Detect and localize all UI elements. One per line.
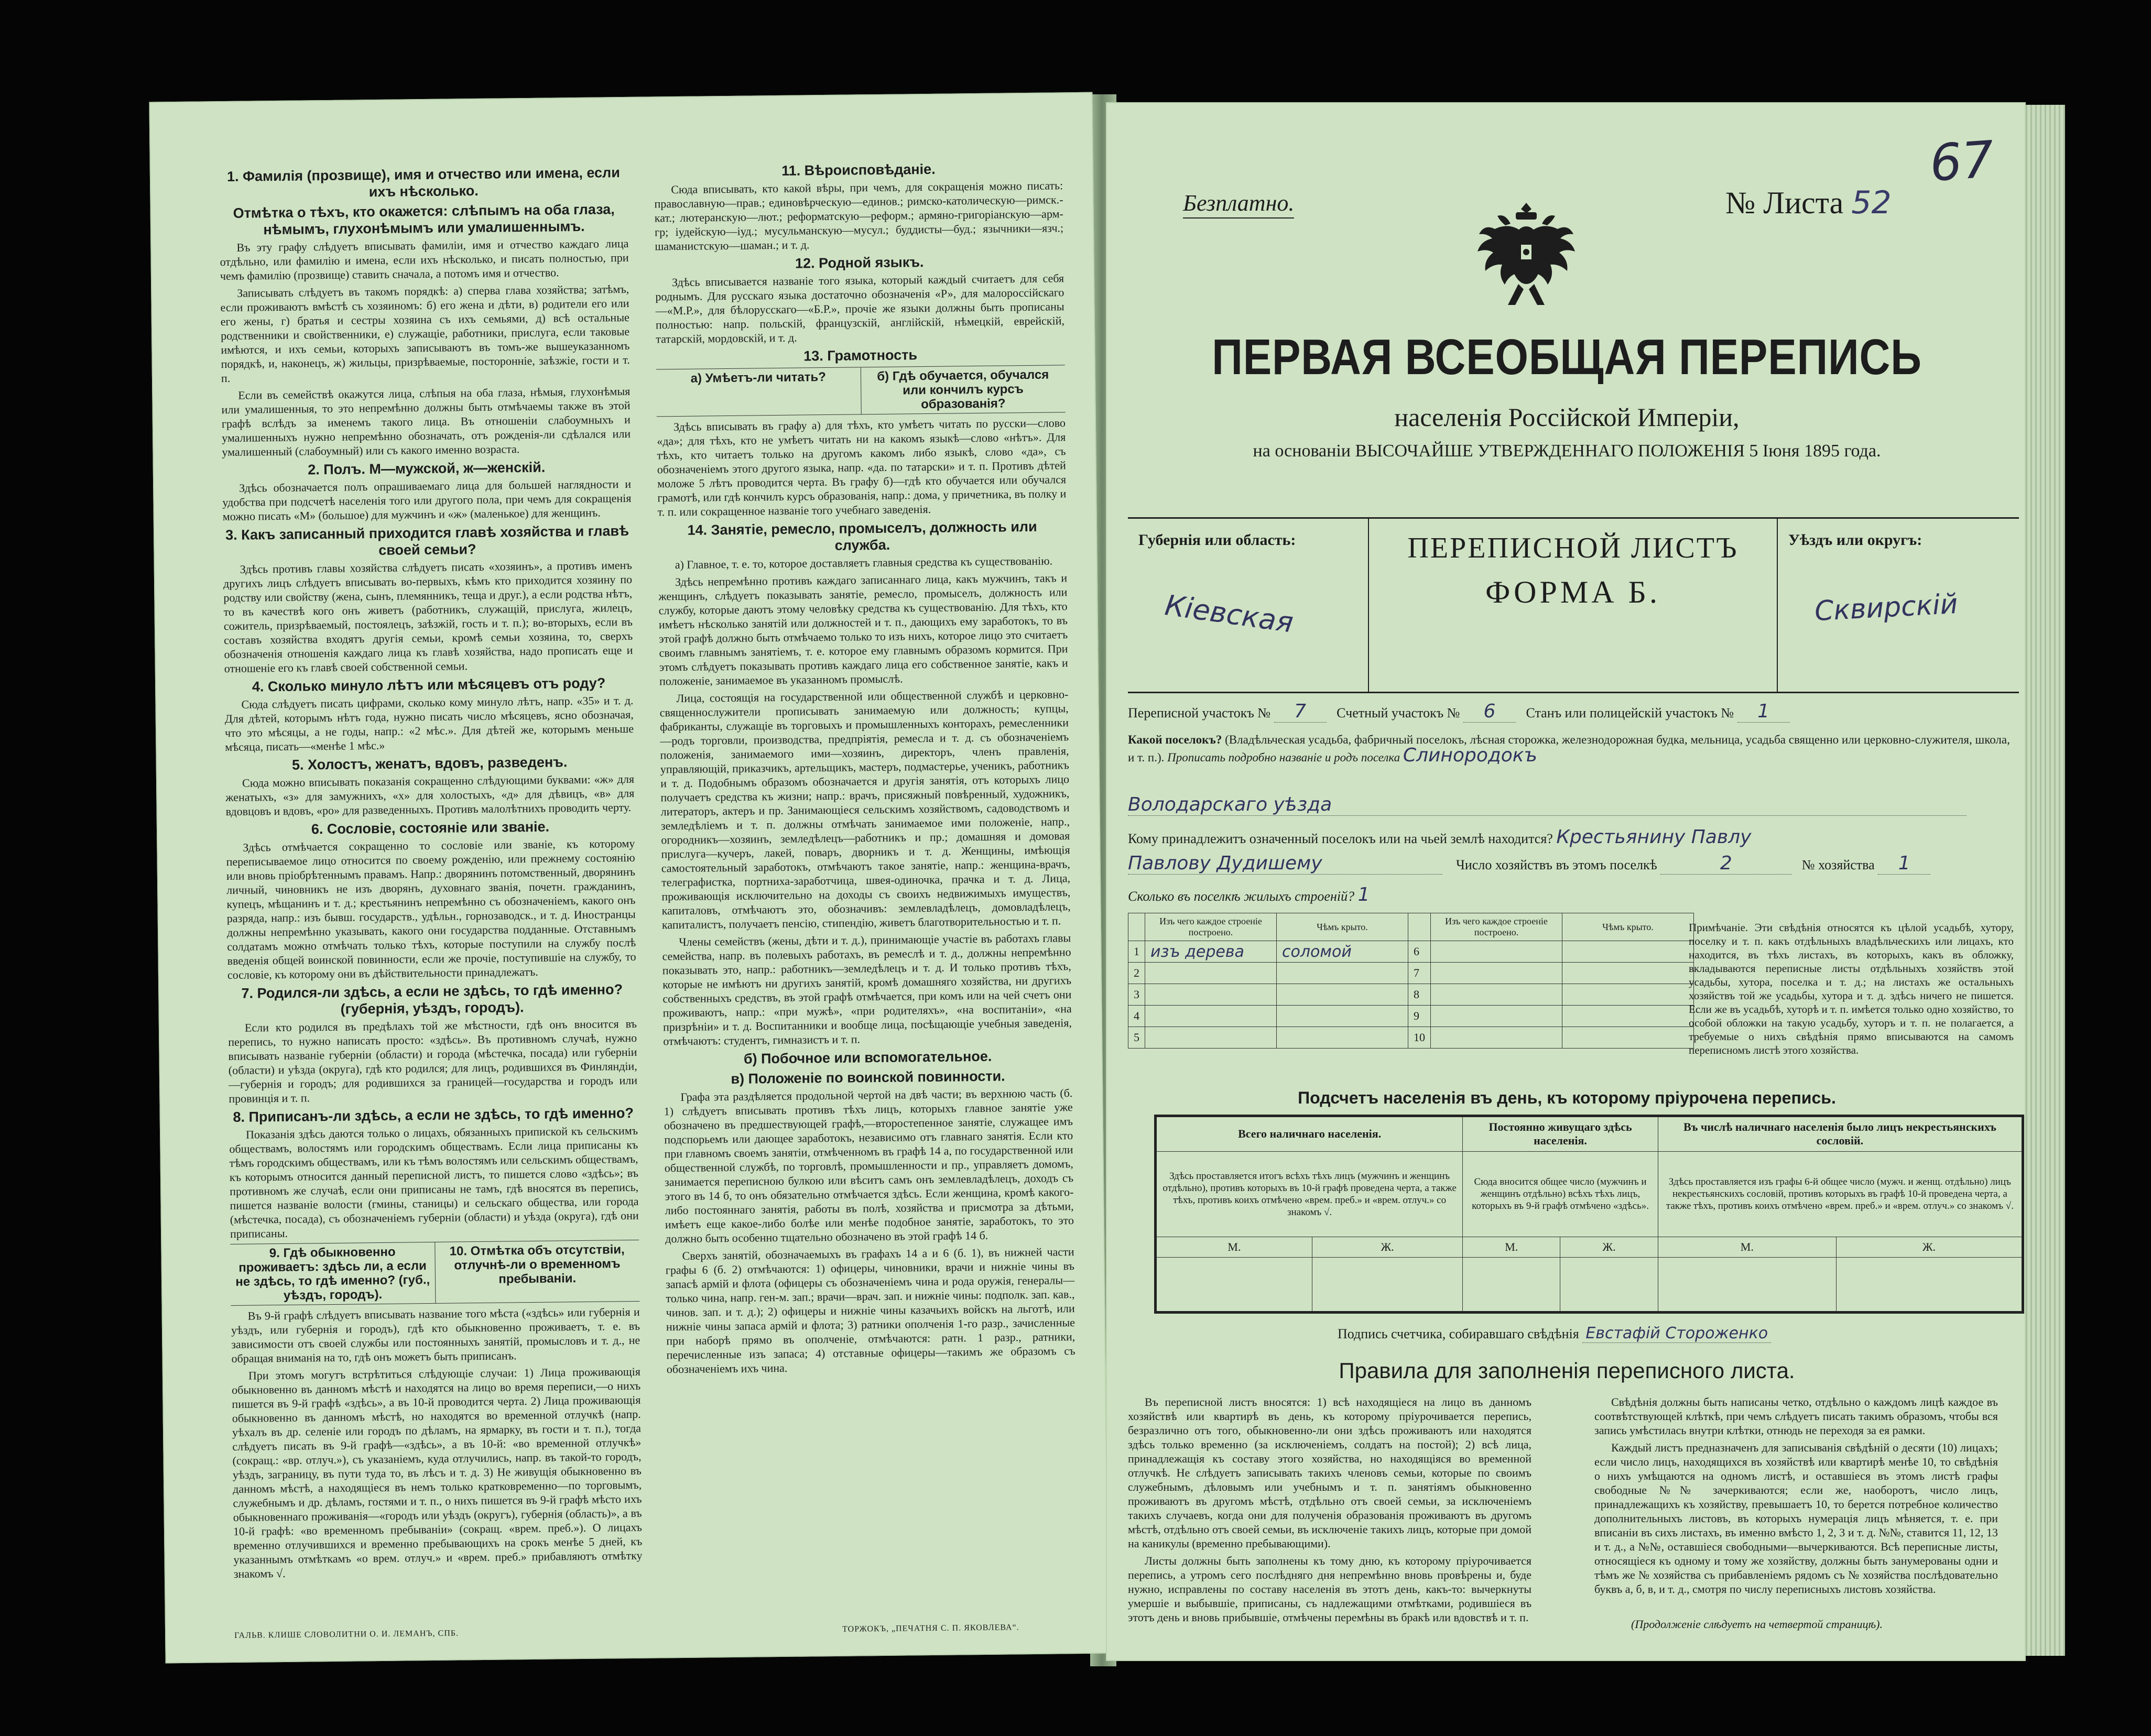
census-district-value: 7 — [1274, 701, 1327, 723]
census-district-label: Переписной участокъ № — [1128, 705, 1271, 720]
settlement-instruction: Прописать подробно названіе и родъ поселка — [1167, 751, 1400, 764]
buildings-row-roof — [1562, 1027, 1694, 1049]
uezd-label: Уѣздъ или округъ: — [1788, 531, 1922, 549]
owner-value-1: Крестьянину Павлу — [1556, 826, 1752, 848]
buildings-count-label: Сколько въ поселкѣ жилыхъ строеній? — [1128, 889, 1355, 904]
rule-paragraph: Каждый листъ предназначенъ для записыванія свѣдѣній о десяти (10) лицахъ; если число лицъ, находящихся въ хозяйствѣ или квартирѣ менѣе 10, то свѣдѣнія о нихъ умѣщаются на одномъ листѣ, и оставшіеся въ этомъ листѣ графы свободные №№ зачеркиваются; если же, наоборотъ, число лицъ, принадлежащихъ къ хозяйству, превышаетъ 10, то берется потребное количество дополнительныхъ листовъ, въ которыхъ нумерація лицъ мѣняется, т. е. при вписаніи въ сихъ листахъ, въ именно вмѣсто 1, 2, 3 и т. д. №№, ставится 11, 12, 13 и т. д., а №№, оставшіеся свободными—вычеркиваются. Всѣ переписные листы, относящіеся къ одному и тому же хозяйству, должны быть занумерованы одни и тѣмъ же № хозяйства съ прибавленіемъ рядомъ съ № хозяйства послѣдовательно буквъ а, б, в, и т. д., смотря по числу переписныхъ листовъ хозяйства. — [1594, 1441, 1998, 1596]
printer-imprint-left: ГАЛЬВ. КЛИШЕ СЛОВОЛИТНИ О. И. ЛЕМАНЪ, СПБ. — [234, 1629, 459, 1640]
section-paragraph: Сюда вписывать, кто какой вѣры, при чемъ, для сокращенія можно писать: православную—прав.; единовѣрческую—единов.; римско-католическую—римск.-кат.; лютеранскую—лют.; реформатскую—реформ.; армяно-григоріанскую—арм-гр; іудейскую—іуд.; мусульманскую—мусул.; буддисты—буд.; язычники—язч.; шаманистскую—шаман.; и т. д. — [654, 179, 1064, 253]
tally-cell — [1658, 1258, 1836, 1313]
split-heading-right: б) Гдѣ обучается, обучался или кончилъ курсъ образованія? — [860, 365, 1065, 414]
buildings-count-line — [1128, 884, 2019, 905]
split-heading — [656, 365, 1066, 417]
section-heading: 14. Занятіе, ремесло, промыселъ, должность или служба. — [687, 518, 1037, 553]
buildings-note: Примѣчаніе. Эти свѣдѣнія относятся къ цѣлой усадьбѣ, хутору, поселку и т. п. какъ отдѣльныхъ владѣльческихъ или лицахъ, кто находится, въ тѣхъ листахъ, въ которыхъ, какъ въ обложку, вкладываются переписные листы отдѣльныхъ хозяйствъ этой усадьбы, хутора, поселка и т. д.; на листахъ же остальныхъ хозяйствъ той же усадьбы, хутора и т. д. здѣсь ничего не пишется. Если же въ усадьбѣ, хуторѣ и т. п. имѣется только одно хозяйство, то особой обложки на такую усадьбу, хуторъ и т. п. не полагается, а требуемые о нихъ свѣдѣнія прямо вписываются на самомъ переписномъ листѣ этого хозяйства. — [1689, 921, 2014, 1056]
buildings-row-number: 2 — [1128, 963, 1145, 984]
left-page-column-1 — [219, 161, 643, 1584]
buildings-row — [1128, 941, 1694, 963]
buildings-row-material — [1145, 984, 1277, 1006]
stan-value: 1 — [1737, 701, 1790, 723]
section-paragraph: Показанія здѣсь даются только о лицахъ, обязанныхъ припиской къ сельскимъ обществамъ, волостямъ или городскимъ обществамъ. Если лица приписаны къ тѣмъ городскимъ обществамъ, или къ тѣмъ волостямъ или сельскимъ обществамъ, къ которымъ относится данный переписной листъ, то пишется слово «здѣсь»; въ противномъ же случаѣ, если они приписаны не тамъ, гдѣ вносятся въ перепись, пишется названіе волости (гмины, станицы) и сельскаго общества, или города (мѣстечка, посада), съ обозначеніемъ губерніи (области) и уѣзда (округа), гдѣ они приписаны. — [229, 1123, 639, 1241]
buildings-row-roof — [1562, 941, 1694, 963]
buildings-row-material — [1431, 984, 1562, 1006]
buildings-row-number: 10 — [1408, 1027, 1431, 1049]
count-district-value: 6 — [1463, 701, 1516, 723]
buildings-roof-header-2: Чѣмъ крыто. — [1562, 913, 1694, 941]
left-page-column-2 — [654, 156, 1076, 1379]
buildings-row-number: 4 — [1128, 1006, 1145, 1027]
rules-title: Правила для заполненія переписного листа. — [1339, 1358, 1795, 1383]
sheet-number-label: № Листа — [1725, 185, 1844, 220]
section-paragraph: Лица, состоящія на государственной или общественной службѣ и церковно-священнослужители прописывать занимаемую или должность; купцы, фабриканты, служащіе въ торговыхъ и промышленныхъ конторахъ, ремесленники—родъ торговли, производства, предпріятія, ремесла и т. д. съ обозначеніемъ положенія, занимаемого ими—хозяинъ, директоръ, членъ правленія, управляющій, приказчикъ, артельщикъ, мастеръ, подмастерье, ученикъ, работникъ и т. д. Подобнымъ образомъ обозначается и другія занятія, отъ которыхъ лицо получаетъ средства къ жизни; напр.: врачъ, присяжный повѣренный, художникъ, литераторъ, актеръ и пр. Занимающіеся сельскимъ хозяйствомъ, садоводствомъ и земледѣліемъ и т. п. должны отмѣчать занимаемое ими положеніе, напр., огородникъ—хозяинъ, земледѣлецъ—работникъ и пр.; домашняя и домовая прислуга—кучеръ, лакей, поваръ, дворникъ и т. д. Женщины, имѣющія самостоятельный заработокъ, отмѣчаютъ такое занятіе, напр.: женщина-врачъ, телеграфистка, портниха-заработчица, швея-одиночка, прачка и т. д. Лица, проживающія исключительно на доходы съ своихъ недвижимыхъ имуществъ, капиталовъ, отмѣчаютъ это, обозначивъ: землевладѣлецъ, домовладѣлецъ, капиталистъ, получаетъ пенсію, стипендію, живетъ благотворительностью и т. п. — [659, 687, 1071, 932]
section-heading: 7. Родился-ли здѣсь, а если не здѣсь, то гдѣ именно? (губернія, уѣздъ, городъ). — [241, 981, 623, 1017]
buildings-row-roof — [1277, 984, 1408, 1006]
printer-imprint-right: ТОРЖОКЪ, „ПЕЧАТНЯ С. П. ЯКОВЛЕВА“. — [842, 1623, 1019, 1634]
buildings-material-header-2: Изъ чего каждое строеніе построено. — [1431, 913, 1562, 941]
settlement-line — [1128, 732, 2019, 766]
section-paragraph: При этомъ могутъ встрѣтиться слѣдующіе случаи: 1) Лица проживающія обыкновенно въ данномъ мѣстѣ и находятся на лицо во время переписи,—о нихъ пишется въ 9-й графѣ «здѣсь», а въ 10-й проводится черта. 2) Лица проживающія обыкновенно въ данномъ мѣстѣ, но находятся во временной отлучкѣ (напр. уѣхалъ въ др. селеніе или городъ по дѣламъ, на ярмарку, въ гости и т. п.), тогда слѣдуетъ писать въ 9-й графѣ—«здѣсь», а въ 10-й: «во временной отлучкѣ» (сокращ.: «вр. отлуч.»), съ указаніемъ, куда отлучились, напр. въ такой-то городъ, уѣздъ, заграницу, въ пути туда то, въ лѣсъ и т. д. 3) Не живущія обыкновенно въ данномъ мѣстѣ, а находящіеся въ немъ только кратковременно—по торговымъ, служебнымъ и др. дѣламъ, гостями и т. п., о нихъ пишется въ 9-й графѣ мѣсто ихъ обыкновеннаго проживанія—«городъ или уѣздъ (округъ), губернія (область)», а въ 10-й графѣ: «во временномъ пребываніи» (сокращ. «врем. преб.»). О лицахъ временно отлучившихся и временно пребывающихъ на срокъ менѣе 5 дней, къ указаннымъ отмѣткамъ «о врем. отлуч.» и «врем. преб.» прибавляютъ отмѣтку знакомъ √. — [232, 1364, 643, 1580]
rule-paragraph: Свѣдѣнія должны быть написаны четко, отдѣльно о каждомъ лицѣ каждое въ соотвѣтствующей клѣткѣ, при чемъ слѣдуетъ писать такимъ образомъ, чтобы вся запись умѣстилась внутри клѣтки, отнюдь не переходя за ея рамки. — [1594, 1395, 1998, 1437]
section-heading: 13. Грамотность — [803, 347, 918, 364]
households-label: Число хозяйствъ въ этомъ поселкѣ — [1456, 857, 1657, 872]
tally-resident-male: М. — [1463, 1237, 1560, 1257]
census-legal-basis: на основаніи ВЫСОЧАЙШЕ УТВЕРЖДЕННАГО ПОЛОЖЕНІЯ 5 Іюня 1895 года. — [1253, 441, 1881, 461]
household-number-label: № хозяйства — [1801, 857, 1875, 872]
section-paragraph: Сверхъ занятій, обозначаемыхъ въ графахъ 14 а и 6 (б. 1), въ нижней части графы 6 (б. 2) отмѣчаются: 1) офицеры, чиновники, врачи и нижніе чины въ запасѣ армій и флота (офицеры съ обозначеніемъ чина и рода оружія, генералы—только чина, напр. ген-м. зап.; врачи—врач. зап. и нижніе чины: подполк. зап. кав., чинов. зап. и т. д.); 2) офицеры и нижніе чины казачьихъ войскъ на льготѣ, или нижніе чины запаса армій и флота; 3) ратники ополченія 1-го разр., зачисленные при наборѣ прямо въ ополченіе, отмѣчаются: ратн. 1 разр., ратники, перечисленные изъ запаса; 4) отставные офицеры—такимъ же образомъ съ обозначеніемъ ихъ чина. — [665, 1245, 1076, 1376]
owner-line — [1128, 826, 2019, 848]
section-paragraph: Сюда слѣдуетъ писать цифрами, сколько кому минуло лѣтъ, напр. «35» и т. д. Для дѣтей, которымъ нѣтъ года, нужно писать число мѣсяцевъ, ясно обозначая, что это мѣсяцы, а не годы, напр.: «2 мѣс.». Для дѣтей же, которымъ меньше мѣсяца, писать—«менѣе 1 мѣс.» — [224, 693, 634, 754]
settlement-hint: (Владѣльческая усадьба, фабричный поселокъ, лѣсная сторожка, железнодорожная будка, мельница, усадьба священно или церковно-служителя, школа, и т. п.). — [1128, 733, 2010, 764]
buildings-row-material — [1431, 963, 1562, 984]
section-heading: 12. Родной языкъ. — [795, 254, 924, 271]
count-district-label: Счетный участокъ № — [1337, 705, 1460, 720]
buildings-num-header-2 — [1408, 913, 1431, 941]
section-heading: в) Положеніе по воинской повинности. — [731, 1068, 1005, 1087]
form-variant: ФОРМА Б. — [1485, 575, 1660, 609]
buildings-count-value: 1 — [1357, 884, 1370, 905]
form-title: ПЕРЕПИСНОЙ ЛИСТЪ — [1407, 532, 1739, 564]
owner-line-2 — [1128, 853, 2019, 875]
section-heading: б) Побочное или вспомогательное. — [743, 1048, 992, 1067]
buildings-row-material — [1431, 1006, 1562, 1027]
rules-column-1 — [1128, 1395, 1531, 1628]
uezd-value: Сквирскій — [1813, 588, 1959, 628]
section-heading: 3. Какъ записанный приходится главѣ хозяйства и главѣ своей семьи? — [225, 522, 629, 558]
section-paragraph: Записывать слѣдуетъ въ такомъ порядкѣ: а) сперва глава хозяйства; затѣмъ, если проживаютъ вмѣстѣ съ хозяиномъ: б) его жена и дѣти, в) родители его или его жены, г) братья и сестры хозяина съ ихъ семьями, д) всѣ остальные родственники и свойственники, е) служащіе, работники, прислуга, если таковые имѣются, и ихъ семьи, которыхъ записываютъ въ томъ-же вышеуказанномъ порядкѣ, и, наконецъ, ж) жильцы, призрѣваемые, посторонніе, заѣзжіе, гости и т. п. — [220, 282, 630, 385]
section-heading: 1. Фамилія (прозвище), имя и отчество или имена, если ихъ нѣсколько. — [226, 165, 620, 200]
uezd-cell — [1778, 519, 2019, 692]
buildings-row-roof: соломой — [1277, 941, 1408, 963]
left-page — [149, 92, 1109, 1664]
sheet-number — [1725, 184, 1892, 221]
tally-resident-desc: Сюда вносится общее число (мужчинъ и женщинъ отдѣльно) всѣхъ тѣхъ лицъ, которыхъ въ 9-й графѣ отмѣчено «здѣсь». — [1463, 1151, 1658, 1237]
buildings-table-body — [1128, 941, 1694, 1049]
split-heading-left: 9. Гдѣ обыкновенно проживаетъ: здѣсь ли, а если не здѣсь, то гдѣ именно? (губ., уѣздъ, городъ). — [235, 1244, 430, 1303]
buildings-row-material — [1431, 1027, 1562, 1049]
form-title-cell — [1369, 519, 1778, 692]
section-paragraph: Если въ семействѣ окажутся лица, слѣпыя на оба глаза, нѣмыя, глухонѣмыя или умалишенныя, то это непремѣнно должны быть отмѣчаемы также въ этой графѣ вслѣдъ за именемъ такого лица. Въ отношеніи слабоумныхъ и умалишенныхъ нужно непремѣнно обозначать, отъ рожденія-ли сдѣлался или умалишенный (слабоумный) или съ какого именно возраста. — [221, 384, 631, 459]
settlement-line-2 — [1128, 794, 2019, 816]
buildings-row-material — [1431, 941, 1562, 963]
section-paragraph: Графа эта раздѣляется продольной чертой на двѣ части; въ верхнюю часть (б. 1) слѣдуетъ вписывать противъ тѣхъ лицъ, которыхъ главное занятіе уже обозначено въ предшествующей графѣ,—второстепенное занятіе, служащее имъ подспорьемъ или дающее заработокъ, независимо отъ главнаго занятія. Если кто при главномъ своемъ занятіи, отмѣченномъ въ графѣ 14 а, по государственной или общественной службѣ, по торговлѣ, промышленности и пр., управляетъ домомъ, занимается переписною булкою или вѣситъ самъ онъ землевладѣлецъ, доходъ съ этого въ 14 б, то онъ обязательно отмѣчается здѣсь. Если женщина, кромѣ какого-либо постояннаго занятія, работы въ полѣ, хозяйства и присмотра за дѣтьми, имѣетъ еще какое-либо болѣе или менѣе подобное занятіе, заработокъ, то это должно быть особенно тщательно обозначено въ этой графѣ 14 б. — [664, 1086, 1074, 1246]
buildings-row-material — [1145, 963, 1277, 984]
buildings-row-number: 1 — [1128, 941, 1145, 963]
section-paragraph: Здѣсь отмѣчается сокращенно то сословіе или званіе, къ которому переписываемое лицо относится по своему рожденію, или прежнему состоянію или вновь пріобрѣтеннымъ правамъ. Напр.: дворянинъ потомственный, дворянинъ личный, чиновникъ не изъ дворянъ, духовнаго званія, почетн. гражданинъ, купецъ, мѣщанинъ и т. д.; крестьянинъ непремѣнно съ обозначеніемъ, какого онъ разряда, напр.: изъ бывш. государств., удѣльн., горнозаводск., и т. д. Иностранцы должны непремѣнно указывать, какого они государства подданные. Отставнымъ солдатамъ можно отмѣчать только тѣхъ, которые поступили на службу послѣ введенія общей воинской повинности, если же прочіе, поступившіе на службу, то сословіе, къ которому они въ дѣйствительности принадлежатъ. — [226, 836, 636, 982]
stan-label: Станъ или полицейскій участокъ № — [1526, 705, 1734, 720]
tally-cell — [1463, 1258, 1560, 1313]
section-heading: Отмѣтка о тѣхъ, кто окажется: слѣпымъ на оба глаза, нѣмымъ, глухонѣмымъ или умалишеннымъ. — [233, 201, 615, 238]
gubernia-label: Губернія или область: — [1138, 531, 1296, 549]
buildings-row-material: изъ дерева — [1145, 941, 1277, 963]
tally-nonpeasant-desc: Здѣсь проставляется изъ графы 6-й общее число (мужч. и женщ. отдѣльно) лицъ некрестьянскихъ сословій, противъ которыхъ въ графѣ 10-й проведена черта, а также тѣхъ, противъ коихъ отмѣчено «врем. преб.» и «врем. отлуч.» со знакомъ √. — [1658, 1151, 2023, 1237]
archive-folio-number: 67 — [1928, 129, 1996, 193]
household-number-value: 1 — [1878, 853, 1930, 875]
buildings-row — [1128, 1006, 1694, 1027]
buildings-row-material — [1145, 1027, 1277, 1049]
population-tally-table — [1154, 1115, 2024, 1314]
buildings-row-roof — [1277, 1006, 1408, 1027]
settlement-value-1: Слинородокъ — [1403, 745, 1537, 766]
section-paragraph: Члены семействъ (жены, дѣти и т. д.), принимающіе участіе въ работахъ главы семейства, напр. въ полевыхъ работахъ, въ ремеслѣ и т. д., должны непремѣнно показывать это, напр.: работникъ—земледѣлецъ и т. д. И только противъ тѣхъ, которые не имѣютъ ни другихъ занятій, кромѣ домашняго хозяйства, ни другихъ собственныхъ средствъ, въ этой графѣ отмѣчается, при комъ или на чей счетъ они проживаютъ, напр.: «при мужѣ», «при родителяхъ», «на воспитаніи», «на призрѣніи» и т. д. Воспитанники и вообще лица, посѣщающіе учебныя заведенія, отмѣчаютъ: студентъ, гимназистъ и т. п. — [662, 931, 1072, 1048]
right-page — [1106, 102, 2026, 1661]
buildings-table — [1128, 913, 1694, 1049]
section-heading: 4. Сколько минуло лѣтъ или мѣсяцевъ отъ роду? — [252, 675, 606, 695]
section-paragraph: Въ эту графу слѣдуетъ вписывать фамиліи, имя и отчество каждаго лица отдѣльно, или фамилію и имена, если ихъ нѣсколько, и писать полностью, при чемъ фамилію (прозвище) ставить сначала, а потомъ имя и отчество. — [220, 236, 629, 283]
buildings-row-number: 9 — [1408, 1006, 1431, 1027]
buildings-row-material — [1145, 1006, 1277, 1027]
buildings-row-roof — [1562, 984, 1694, 1006]
tally-nonpeasant-header: Въ числѣ наличнаго населенія было лицъ некрестьянскихъ сословій. — [1658, 1116, 2023, 1152]
buildings-row-roof — [1277, 1027, 1408, 1049]
section-paragraph: Здѣсь непремѣнно противъ каждаго записаннаго лица, какъ мужчинъ, такъ и женщинъ, слѣдуетъ показывать занятіе, ремесло, промыселъ, должность или службу, которые даютъ этому человѣку средства къ существованію. Для тѣхъ, кто имѣетъ нѣсколько занятій или должностей и т. п., дающихъ ему заработокъ, то въ этой графѣ должно быть отмѣчаемо только то изъ нихъ, которое лицо это считаетъ своимъ главнымъ занятіемъ, т. е. которое ему главнымъ образомъ кормится. При этомъ слѣдуетъ показывать противъ каждаго лица его собственное занятіе, какъ и положеніе, занимаемое въ указанномъ промыслѣ. — [658, 571, 1068, 688]
tally-resident-header: Постоянно живущаго здѣсь населенія. — [1463, 1116, 1658, 1152]
buildings-row-number: 5 — [1128, 1027, 1145, 1049]
rule-paragraph: Листы должны быть заполнены къ тому дню, къ которому пріурочивается перепись, а утромъ сего послѣдняго дня непремѣнно вновь провѣрены и, буде нужно, исправлены по составу населенія въ этотъ день, какъ-то: вычеркнуты умершіе и выбывшіе, приписаны, съ надлежащими отмѣтками, родившіеся въ этотъ день и вновь прибывшіе, отмѣчены перемѣны въ бракѣ или вдовствѣ и т. п. — [1128, 1554, 1531, 1624]
tally-present-female: Ж. — [1312, 1237, 1462, 1257]
rule-paragraph: Въ переписной листъ вносятся: 1) всѣ находящіеся на лицо въ данномъ хозяйствѣ или квартирѣ въ день, къ которому пріурочивается перепись, безразлично отъ того, обыкновенно-ли они здѣсь проживаютъ или находятся здѣсь только временно (за исключеніемъ, солдатъ на постой); 2) всѣ лица, принадлежащія къ составу этого хозяйства, но находящіяся во временной отлучкѣ. Не слѣдуетъ записывать такихъ членовъ семьи, которые по своимъ служебнымъ, дѣловымъ или учебнымъ и т. п. занятіямъ обыкновенно проживаютъ въ другомъ мѣстѣ, отдѣльно отъ своей семьи, за исключеніемъ такихъ случаевъ, когда они для полученія образованія проживаютъ въ другомъ мѣстѣ, отдѣльно отъ своей семьи, въ исключеніе такихъ лицъ, которые при домой на каникулы (временно пребывающими). — [1128, 1395, 1531, 1550]
buildings-material-header: Изъ чего каждое строеніе построено. — [1145, 913, 1277, 941]
district-numbers-line — [1128, 701, 2019, 723]
section-heading: 11. Вѣроисповѣданіе. — [781, 161, 936, 179]
gubernia-value: Кіевская — [1163, 588, 1296, 639]
buildings-roof-header: Чѣмъ крыто. — [1277, 913, 1408, 941]
section-paragraph: а) Главное, т. е. то, которое доставляетъ главныя средства къ существованію. — [675, 554, 1053, 572]
buildings-row-roof — [1277, 963, 1408, 984]
buildings-row — [1128, 963, 1694, 984]
free-of-charge-label: Безплатно. — [1183, 190, 1294, 219]
split-heading-left: а) Умѣетъ-ли читать? — [690, 370, 827, 386]
signature-value: Евстафій Стороженко — [1582, 1324, 1771, 1343]
buildings-row-number: 3 — [1128, 984, 1145, 1006]
tally-cell — [1836, 1258, 2023, 1313]
tally-cell — [1156, 1258, 1312, 1313]
section-paragraph: Если кто родился въ предѣлахъ той же мѣстности, гдѣ онъ вносится въ перепись, то нужно написать просто: «здѣсь». Въ противномъ случаѣ, нужно вписывать названіе губерніи (области) и города (мѣстечка, посада) или губерніи (области) и уѣзда (округа), гдѣ кто родился; для лицъ, родившихся въ Финляндіи,—губернія и городъ; для родившихся за границей—государства и городъ или провинція и т. п. — [228, 1017, 638, 1106]
buildings-row-number: 8 — [1408, 984, 1431, 1006]
census-title: ПЕРВАЯ ВСЕОБЩАЯ ПЕРЕПИСЬ — [1212, 329, 1922, 385]
settlement-label: Какой поселокъ? — [1128, 733, 1222, 746]
split-heading — [230, 1240, 639, 1306]
tally-nonpeasant-male: М. — [1658, 1237, 1836, 1257]
tally-cell — [1312, 1258, 1462, 1313]
buildings-row-number: 7 — [1408, 963, 1431, 984]
continued-note: (Продолженіе слѣдуетъ на четвертой страницѣ). — [1631, 1618, 1883, 1631]
section-paragraph: Здѣсь обозначается полъ опрашиваемаго лица для большей наглядности и удобства при подсчетѣ населенія того или другого пола, при чемъ для сокращенія можно писать «М» (большое) для мужчинъ и «ж» (маленькое) для женщинъ. — [222, 477, 632, 523]
buildings-row — [1128, 984, 1694, 1006]
enumerator-signature-line — [1338, 1324, 1771, 1343]
tally-present-desc: Здѣсь проставляется итогъ всѣхъ тѣхъ лицъ (мужчинъ и женщинъ отдѣльно), противъ которыхъ въ 10-й графѣ проведена черта, а также тѣхъ, противъ коихъ отмѣчено «врем. преб.» и «врем. отлуч.» со знакомъ √. — [1156, 1151, 1463, 1237]
rules-column-2 — [1594, 1395, 1998, 1599]
owner-value-2: Павлову Дудишему — [1128, 853, 1442, 875]
section-heading: 5. Холостъ, женатъ, вдовъ, разведенъ. — [291, 754, 568, 773]
section-heading: 6. Сословіе, состояніе или званіе. — [311, 818, 550, 837]
form-header-box — [1128, 517, 2019, 693]
double-headed-eagle-emblem — [1474, 192, 1579, 313]
tally-cell — [1560, 1258, 1658, 1313]
buildings-num-header — [1128, 913, 1145, 941]
tally-present-male: М. — [1156, 1237, 1312, 1257]
buildings-row-roof — [1562, 1006, 1694, 1027]
owner-label: Кому принадлежитъ означенный поселокъ или на чьей землѣ находится? — [1128, 831, 1553, 846]
section-paragraph: Сюда можно вписывать показанія сокращенно слѣдующими буквами: «ж» для женатыхъ, «з» для замужнихъ, «х» для холостыхъ, «д» для дѣвицъ, «в» для вдовцовъ и вдовъ, «ро» для разведенныхъ. Противъ малолѣтнихъ проводить черту. — [225, 772, 635, 818]
census-subtitle: населенія Россійской Имперіи, — [1394, 402, 1740, 432]
gubernia-cell — [1128, 519, 1369, 692]
buildings-row-roof — [1562, 963, 1694, 984]
population-tally-title: Подсчетъ населенія въ день, къ которому пріурочена перепись. — [1298, 1088, 1836, 1107]
buildings-row — [1128, 1027, 1694, 1049]
section-heading: 2. Полъ. М—мужской, ж—женскій. — [308, 459, 546, 478]
section-paragraph: Здѣсь противъ главы хозяйства слѣдуетъ писать «хозяинъ», а противъ именъ другихъ лицъ слѣдуетъ вписывать во-первыхъ, кѣмъ кто приходится хозяину по родству или свойству (жена, сынъ, племянникъ, теща и друг.), а если родства нѣтъ, то въ качествѣ кого онъ живетъ (работникъ, служащій, прислуга, жилецъ, сожитель, призрѣваемый, постоялецъ, заѣзжій, гость и т. п.); во-вторыхъ, если въ составъ хозяйства входятъ другія семьи, кромѣ семьи хозяина, то, сверхъ обозначенія отношенія каждаго лица къ главѣ хозяйства, надо прописать еще и отношеніе его къ главѣ своей собственной семьи. — [223, 558, 633, 675]
section-paragraph: Въ 9-й графѣ слѣдуетъ вписывать название того мѣста («здѣсь» или губернія и уѣздъ, или губернія и городъ), гдѣ кто обыкновенно проживаетъ, т. е. въ зависимости отъ своей службы или постоянныхъ занятій, промысловъ и т. д., не обращая вниманія на то, гдѣ онъ можетъ быть приписанъ. — [231, 1305, 640, 1365]
households-value: 2 — [1660, 853, 1791, 875]
sheet-number-value: 52 — [1851, 184, 1892, 221]
tally-present-header: Всего наличнаго населенія. — [1156, 1116, 1463, 1152]
tally-resident-female: Ж. — [1560, 1237, 1658, 1257]
settlement-value-2: Володарскаго уѣзда — [1128, 794, 1967, 816]
section-heading: 8. Приписанъ-ли здѣсь, а если не здѣсь, то гдѣ именно? — [233, 1105, 634, 1125]
section-paragraph: Здѣсь вписывать въ графу а) для тѣхъ, кто умѣетъ читать по русски—слово «да»; для тѣхъ, кто не умѣетъ читать ни на какомъ языкѣ—слово «нѣтъ». Для тѣхъ, кто читаетъ только на другомъ какомъ либо языкѣ, слово «да», съ обозначеніемъ этого другого языка, напр. «да. по татарски» и т. п. Противъ дѣтей моложе 5 лѣтъ проводится черта. Въ графу б)—гдѣ кто обучается или обучался грамотѣ, или гдѣ кончилъ курсъ образованія, напр.: дома, у причетника, въ полку и т. п. или сокращенное названіе того учебнаго заведенія. — [657, 416, 1067, 519]
signature-label: Подпись счетчика, собиравшаго свѣдѣнія — [1338, 1326, 1579, 1341]
section-paragraph: Здѣсь вписывается названіе того языка, который каждый считаетъ для себя роднымъ. Для русскаго языка достаточно обозначенія «Р», для малороссійскаго—«М.Р.», для бѣлорусскаго—«Б.Р.», прочіе же языки должны быть прописаны полностью: напр. польскій, французскій, англійскій, нѣмецкій, еврейскій, татарскій, мордовскій, и т. д. — [655, 271, 1065, 346]
split-heading-right: 10. Отмѣтка объ отсутствіи, отлучнѣ-ли о временномъ пребываніи. — [434, 1240, 640, 1303]
tally-nonpeasant-female: Ж. — [1836, 1237, 2023, 1257]
buildings-row-number: 6 — [1408, 941, 1431, 963]
